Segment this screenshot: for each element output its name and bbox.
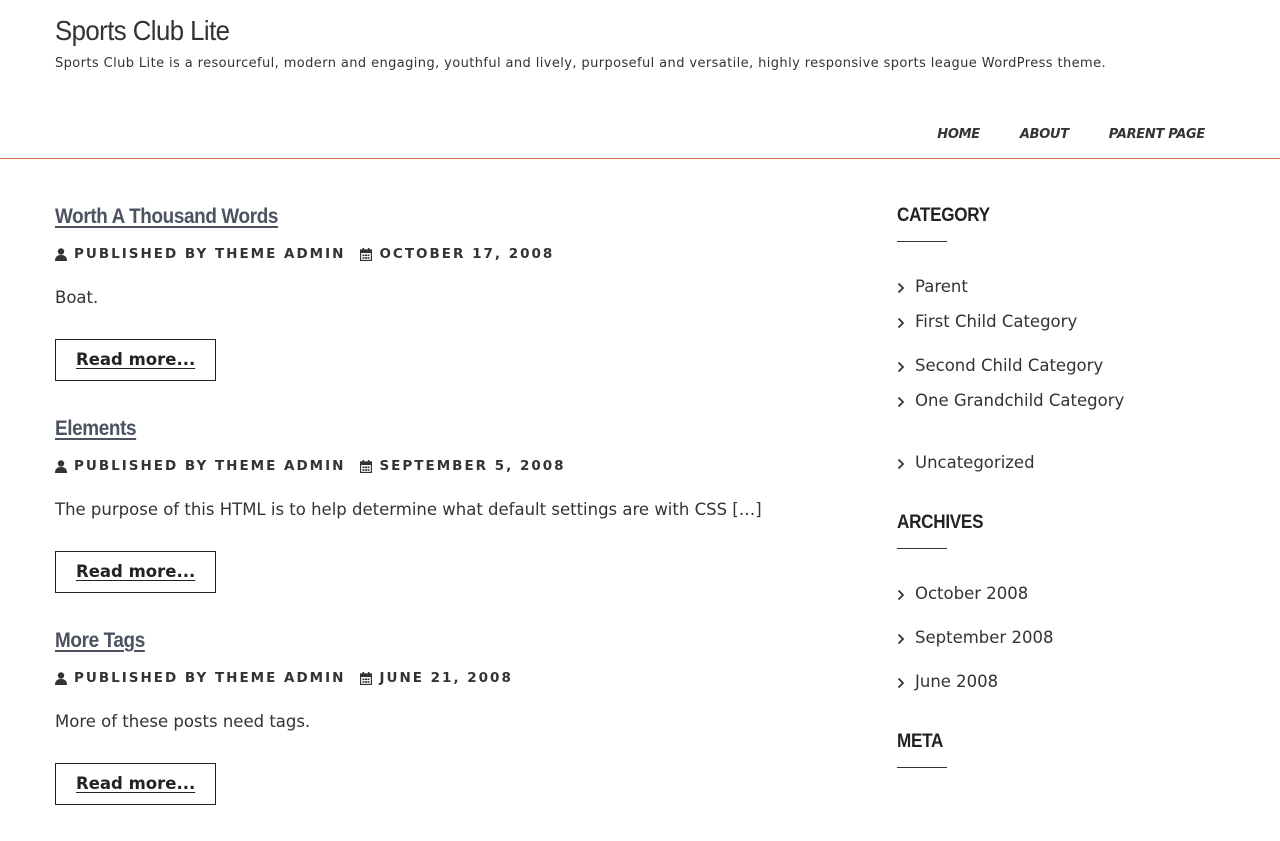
- archive-item-june-2008[interactable]: [897, 672, 998, 691]
- calendar-icon: [360, 248, 372, 261]
- category-item-label[interactable]: Parent: [915, 277, 968, 296]
- archive-item-september-2008[interactable]: [897, 628, 1053, 647]
- post-excerpt: The purpose of this HTML is to help determine what default settings are with CSS […]: [55, 500, 762, 519]
- post-item: [55, 205, 815, 417]
- category-item-label[interactable]: One Grandchild Category: [915, 391, 1125, 410]
- widget-title-underline: [897, 241, 947, 242]
- category-item-second-child[interactable]: [897, 356, 1103, 375]
- chevron-right-icon: [897, 282, 907, 294]
- category-item-label[interactable]: First Child Category: [915, 312, 1078, 331]
- post-date[interactable]: SEPTEMBER 5, 2008: [379, 458, 566, 474]
- user-icon: [55, 672, 67, 685]
- site-description: Sports Club Lite is a resourceful, modern and engaging, youthful and lively, purposeful and versatile, highly responsive sports league WordPress theme.: [55, 56, 1107, 71]
- nav-item-home[interactable]: HOME: [937, 127, 980, 142]
- widget-title-meta: META: [897, 731, 944, 752]
- category-item-first-child[interactable]: [897, 312, 1077, 331]
- post-meta: [55, 458, 815, 474]
- category-item-parent[interactable]: [897, 277, 968, 296]
- read-more-button[interactable]: Read more...: [55, 551, 216, 593]
- archive-item-label[interactable]: October 2008: [915, 584, 1029, 603]
- widget-title-underline: [897, 548, 947, 549]
- site-title[interactable]: Sports Club Lite: [55, 15, 230, 46]
- post-title[interactable]: Worth A Thousand Words: [55, 205, 279, 228]
- read-more-button[interactable]: Read more...: [55, 763, 216, 805]
- post-date[interactable]: JUNE 21, 2008: [379, 670, 513, 686]
- category-item-label[interactable]: Uncategorized: [915, 453, 1035, 472]
- chevron-right-icon: [897, 589, 907, 601]
- post-date-wrap: [360, 458, 565, 474]
- chevron-right-icon: [897, 396, 907, 408]
- calendar-icon: [360, 672, 372, 685]
- category-item-label[interactable]: Second Child Category: [915, 356, 1104, 375]
- category-item-uncategorized[interactable]: [897, 453, 1035, 472]
- archives-widget: [897, 512, 1227, 691]
- post-meta: [55, 246, 815, 262]
- chevron-right-icon: [897, 633, 907, 645]
- widget-title-archives: ARCHIVES: [897, 512, 984, 533]
- calendar-icon: [360, 460, 372, 473]
- post-title[interactable]: Elements: [55, 417, 137, 440]
- chevron-right-icon: [897, 317, 907, 329]
- post-date[interactable]: OCTOBER 17, 2008: [379, 246, 555, 262]
- chevron-right-icon: [897, 361, 907, 373]
- post-item: [55, 629, 815, 841]
- archive-item-label[interactable]: September 2008: [915, 628, 1054, 647]
- post-item: [55, 417, 815, 629]
- site-header: [0, 0, 1280, 159]
- chevron-right-icon: [897, 677, 907, 689]
- meta-widget: [897, 731, 1227, 768]
- nav-item-parent-page[interactable]: PARENT PAGE: [1108, 127, 1205, 142]
- post-meta: [55, 670, 815, 686]
- post-date-wrap: [360, 670, 512, 686]
- post-author[interactable]: PUBLISHED BY THEME ADMIN: [74, 458, 346, 474]
- archive-item-october-2008[interactable]: [897, 584, 1028, 603]
- widget-title-category: CATEGORY: [897, 205, 990, 226]
- post-author[interactable]: PUBLISHED BY THEME ADMIN: [74, 670, 346, 686]
- post-list: [55, 205, 815, 841]
- category-item-grandchild[interactable]: [897, 391, 1124, 410]
- read-more-button[interactable]: Read more...: [55, 339, 216, 381]
- post-excerpt: More of these posts need tags.: [55, 712, 311, 731]
- user-icon: [55, 248, 67, 261]
- chevron-right-icon: [897, 458, 907, 470]
- post-excerpt: Boat.: [55, 288, 99, 307]
- archive-item-label[interactable]: June 2008: [915, 672, 999, 691]
- widget-title-underline: [897, 767, 947, 768]
- user-icon: [55, 460, 67, 473]
- category-widget: [897, 205, 1227, 472]
- main-navigation: [937, 127, 1205, 142]
- nav-item-about[interactable]: ABOUT: [1019, 127, 1069, 142]
- post-date-wrap: [360, 246, 554, 262]
- post-title[interactable]: More Tags: [55, 629, 145, 652]
- post-author[interactable]: PUBLISHED BY THEME ADMIN: [74, 246, 346, 262]
